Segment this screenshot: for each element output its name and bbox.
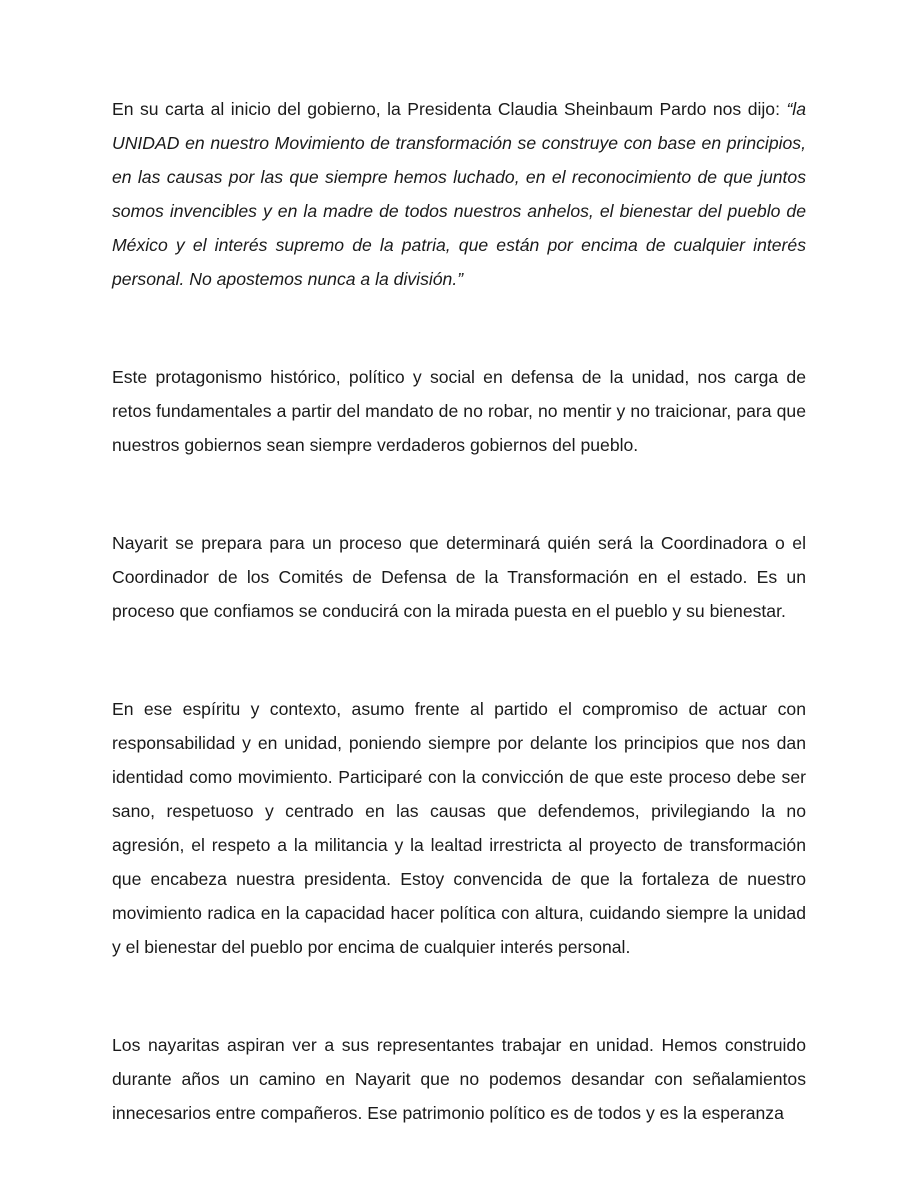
paragraph-compromiso: En ese espíritu y contexto, asumo frente al partido el compromiso de actuar con responsabilidad y en unidad, poniendo siempre por delante los principios que nos dan identidad como movimiento. Participaré con la convicción de que este proceso debe ser sano, respetuoso y centrado en las causas que defendemos, privilegiando la no agresión, el respeto a la militancia y la lealtad irrestricta al proyecto de transformación que encabeza nuestra presidenta. Estoy convencida de que la fortaleza de nuestro movimiento radica en la capacidad hacer política con altura, cuidando siempre la unidad y el bienestar del pueblo por encima de cualquier interés personal. <box>112 699 806 957</box>
paragraph-protagonismo: Este protagonismo histórico, político y social en defensa de la unidad, nos carga de retos fundamentales a partir del mandato de no robar, no mentir y no traicionar, para que nuestros gobiernos sean siempre verdaderos gobiernos del pueblo. <box>112 367 806 455</box>
paragraph-nayarit-proceso: Nayarit se prepara para un proceso que determinará quién será la Coordinadora o el Coordinador de los Comités de Defensa de la Transformación en el estado. Es un proceso que confiamos se conducirá con la mirada puesta en el pueblo y su bienestar. <box>112 533 806 621</box>
presidenta-quote-text: “la UNIDAD en nuestro Movimiento de transformación se construye con base en principios, en las causas por las que siempre hemos luchado, en el reconocimiento de que juntos somos invencibles y en la madre de todos nuestros anhelos, el bienestar del pueblo de México y el interés supremo de la patria, que están por encima de cualquier interés personal. No apostemos nunca a la división.” <box>112 99 806 289</box>
quote-intro-text: En su carta al inicio del gobierno, la Presidenta Claudia Sheinbaum Pardo nos dijo: <box>112 99 787 119</box>
paragraph-nayaritas-unidad: Los nayaritas aspiran ver a sus representantes trabajar en unidad. Hemos construido durante años un camino en Nayarit que no podemos desandar con señalamientos innecesarios entre compañeros. Ese patrimonio político es de todos y es la esperanza <box>112 1035 806 1123</box>
document-page <box>112 92 806 1130</box>
paragraph-presidenta-quote <box>112 92 806 296</box>
